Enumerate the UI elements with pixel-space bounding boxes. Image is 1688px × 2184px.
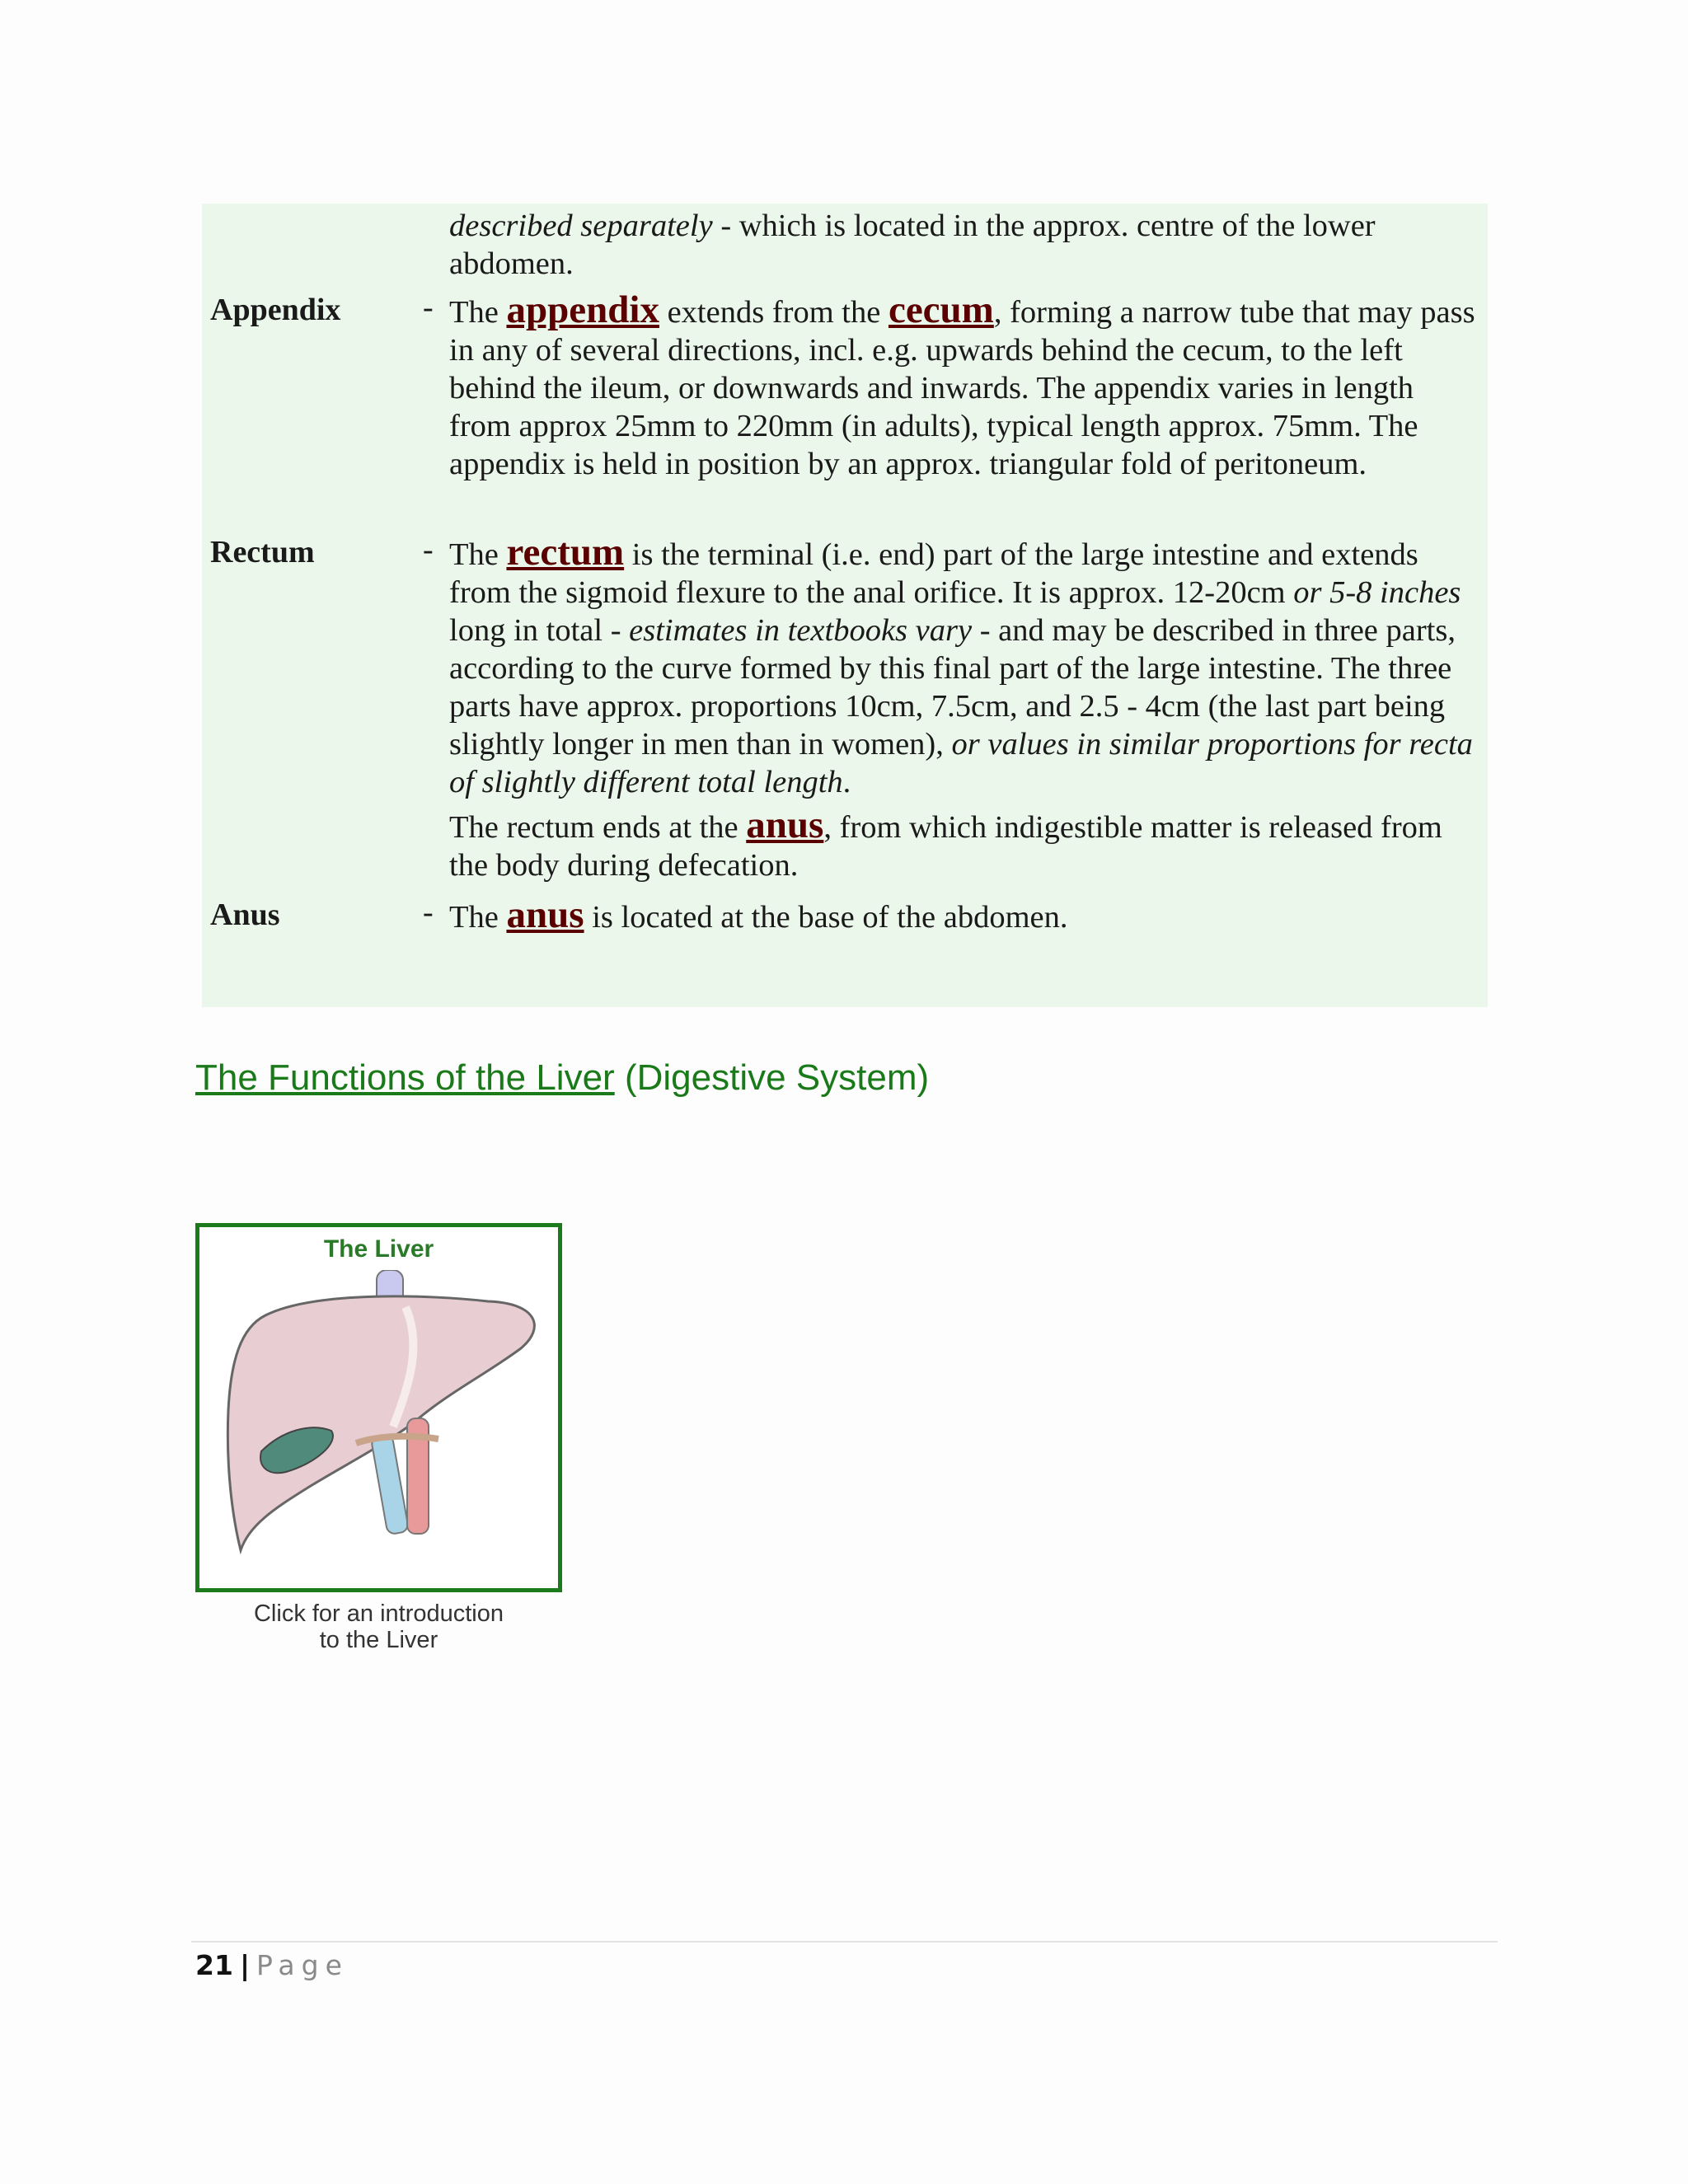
- text: - and may be described in three parts, according to the curve formed by this final part of the large intestine. The three parts have approx. proportions 10cm, 7.5cm, and 2.5 - 4cm (the last part being slightly longer in men than in women),: [449, 613, 1456, 762]
- text: , from which indigestible matter is released from the body during defecation.: [449, 810, 1442, 883]
- liver-illustration: [216, 1270, 546, 1583]
- text: long in total -: [449, 613, 630, 648]
- link-rectum[interactable]: rectum: [506, 531, 625, 574]
- figure-title: The Liver: [323, 1235, 434, 1263]
- dash: -: [423, 290, 434, 325]
- anus-description: [449, 893, 1479, 936]
- italic-text: estimates in textbooks vary: [629, 613, 973, 648]
- intro-description: [449, 207, 1479, 283]
- page-label: Page: [256, 1949, 349, 1981]
- liver-image-link[interactable]: [195, 1223, 562, 1592]
- section-heading: [195, 1057, 929, 1099]
- footer-divider: [191, 1941, 1498, 1943]
- link-anus[interactable]: anus: [506, 893, 584, 936]
- rectum-description: [449, 533, 1479, 884]
- text: is located at the base of the abdomen.: [584, 900, 1068, 935]
- footer-separator: |: [239, 1949, 250, 1981]
- text: is the terminal (i.e. end) part of the large intestine and extends from the sigmoid flexure to the anal orifice. It is approx. 12-20cm: [449, 537, 1418, 610]
- intro-italic: described separately: [449, 209, 713, 243]
- caption-line: to the Liver: [319, 1627, 438, 1653]
- italic-text: or 5-8 inches: [1293, 575, 1461, 610]
- text: The: [449, 295, 507, 330]
- term-appendix: Appendix: [210, 293, 341, 327]
- dash: -: [423, 532, 434, 567]
- text: The: [449, 537, 507, 572]
- link-appendix[interactable]: appendix: [506, 288, 659, 331]
- definition-table: [202, 204, 1488, 1007]
- page-number: 21: [195, 1949, 233, 1981]
- italic-text: or values in similar proportions for recta of slightly different total length: [449, 727, 1473, 799]
- text: The: [449, 900, 507, 935]
- heading-rest: (Digestive System): [614, 1057, 930, 1098]
- link-cecum[interactable]: cecum: [888, 288, 994, 331]
- link-anus[interactable]: anus: [746, 804, 824, 846]
- appendix-description: [449, 288, 1479, 483]
- text: The rectum ends at the: [449, 810, 747, 845]
- liver-functions-link[interactable]: The Functions of the Liver: [195, 1057, 615, 1098]
- figure-caption: [195, 1601, 562, 1653]
- text: extends from the: [659, 295, 889, 330]
- term-anus: Anus: [210, 898, 280, 932]
- text: .: [842, 765, 851, 799]
- page-footer: [195, 1949, 349, 1981]
- term-rectum: Rectum: [210, 535, 315, 569]
- caption-line: Click for an introduction: [253, 1601, 504, 1627]
- dash: -: [423, 895, 434, 930]
- intro-text: - which is located in the approx. centre of the lower abdomen.: [449, 209, 1376, 281]
- text: , forming a narrow tube that may pass in any of several directions, incl. e.g. upwards behind the cecum, to the left behind the ileum, or downwards and inwards. The appendix varies in length from approx 25mm to 220mm (in adults), typical length approx. 75mm. The appendix is held in position by an approx. triangular fold of peritoneum.: [449, 295, 1475, 481]
